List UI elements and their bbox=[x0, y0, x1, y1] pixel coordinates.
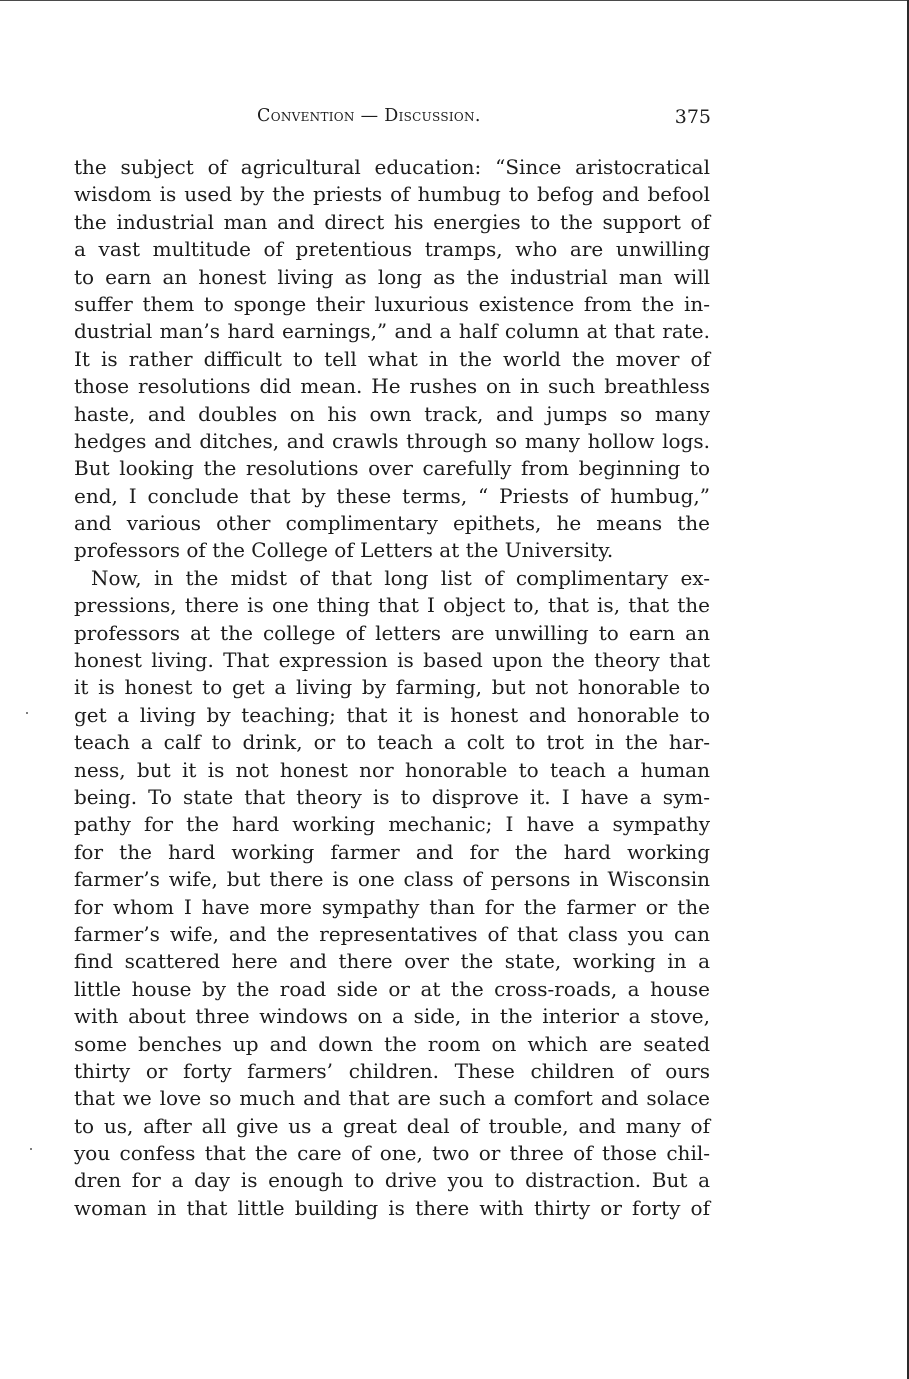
text-line: with about three windows on a side, in the interior a stove, bbox=[74, 1004, 710, 1029]
text-line: woman in that little building is there with thirty or forty of bbox=[74, 1195, 710, 1220]
running-head-title: Convention — Discussion. bbox=[257, 106, 481, 126]
text-line: thirty or forty farmers’ children. These children of ours bbox=[74, 1058, 710, 1083]
paragraph-end-line: professors of the College of Letters at the University. bbox=[74, 538, 614, 563]
text-line: to us, after all give us a great deal of trouble, and many of bbox=[74, 1113, 710, 1138]
text-line: dren for a day is enough to drive you to distraction. But a bbox=[74, 1168, 710, 1193]
text-line: wisdom is used by the priests of humbug to befog and befool bbox=[74, 182, 710, 207]
text-line: being. To state that theory is to disprove it. I have a sym- bbox=[74, 784, 710, 809]
text-line: it is honest to get a living by farming, but not honorable to bbox=[74, 675, 710, 700]
text-line: for the hard working farmer and for the hard working bbox=[74, 839, 710, 864]
scan-edge-top bbox=[0, 0, 909, 1]
text-line: find scattered here and there over the state, working in a bbox=[74, 949, 710, 974]
scan-speck bbox=[26, 712, 28, 714]
text-line: suffer them to sponge their luxurious existence from the in- bbox=[74, 291, 710, 316]
text-line: haste, and doubles on his own track, and jumps so many bbox=[74, 401, 710, 426]
paragraph-start-line: Now, in the midst of that long list of complimentary ex- bbox=[91, 565, 710, 590]
text-line: ness, but it is not honest nor honorable to teach a human bbox=[74, 757, 710, 782]
text-line: you confess that the care of one, two or three of those chil- bbox=[74, 1141, 710, 1166]
text-line: It is rather difficult to tell what in the world the mover of bbox=[74, 346, 710, 371]
text-line: those resolutions did mean. He rushes on in such breathless bbox=[74, 374, 710, 399]
text-line: the subject of agricultural education: “Since aristocratical bbox=[74, 155, 710, 179]
text-line: farmer’s wife, and the representatives of that class you can bbox=[74, 921, 710, 946]
text-line: teach a calf to drink, or to teach a colt to trot in the har- bbox=[74, 730, 710, 755]
text-line: little house by the road side or at the cross-roads, a house bbox=[74, 976, 710, 1001]
text-line: professors at the college of letters are unwilling to earn an bbox=[74, 620, 710, 645]
text-line: for whom I have more sympathy than for the farmer or the bbox=[74, 894, 710, 919]
text-line: pressions, there is one thing that I object to, that is, that the bbox=[74, 593, 710, 618]
text-line: dustrial man’s hard earnings,” and a half column at that rate. bbox=[74, 319, 710, 344]
text-line: hedges and ditches, and crawls through so many hollow logs. bbox=[74, 428, 710, 453]
text-line: that we love so much and that are such a comfort and solace bbox=[74, 1086, 710, 1111]
text-line: pathy for the hard working mechanic; I have a sympathy bbox=[74, 812, 710, 837]
running-head bbox=[77, 106, 711, 132]
page-number: 375 bbox=[674, 106, 711, 128]
text-line: farmer’s wife, but there is one class of persons in Wisconsin bbox=[74, 867, 710, 892]
body-text bbox=[74, 154, 710, 1222]
text-line: end, I conclude that by these terms, “ Priests of humbug,” bbox=[74, 483, 710, 508]
text-line: some benches up and down the room on which are seated bbox=[74, 1031, 710, 1056]
text-line: But looking the resolutions over carefully from beginning to bbox=[74, 456, 710, 481]
text-line: a vast multitude of pretentious tramps, who are unwilling bbox=[74, 237, 710, 262]
text-line: to earn an honest living as long as the industrial man will bbox=[74, 264, 710, 289]
text-line: the industrial man and direct his energies to the support of bbox=[74, 209, 710, 234]
scan-speck bbox=[30, 1148, 32, 1150]
text-line: get a living by teaching; that it is honest and honorable to bbox=[74, 702, 710, 727]
text-line: and various other complimentary epithets, he means the bbox=[74, 511, 710, 536]
text-line: honest living. That expression is based upon the theory that bbox=[74, 648, 710, 673]
